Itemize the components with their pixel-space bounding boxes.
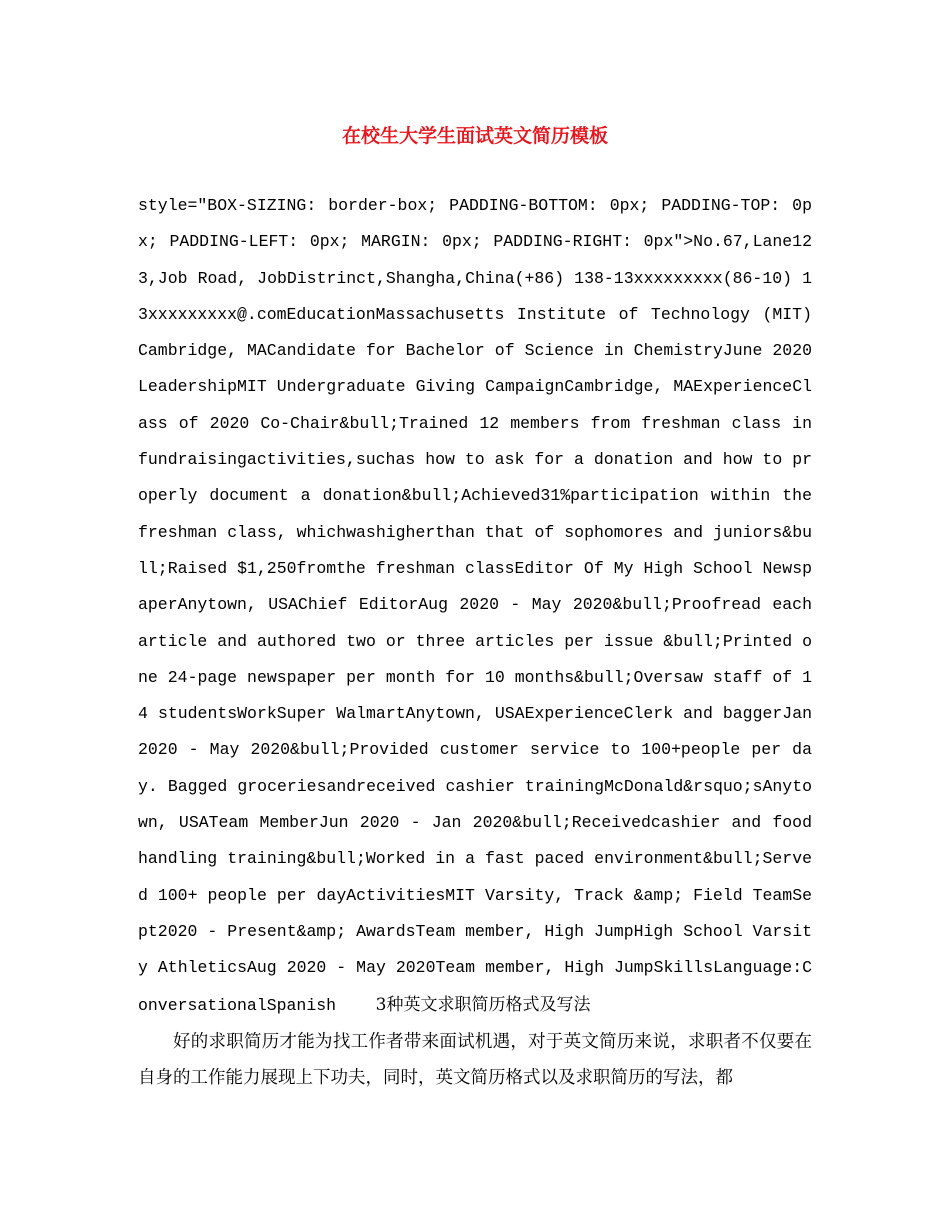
intro-paragraph-cn: 好的求职简历才能为找工作者带来面试机遇，对于英文简历来说，求职者不仅要在自身的工作能力展现上下功夫，同时，英文简历格式以及求职简历的写法，都	[138, 1031, 812, 1089]
resume-body	[138, 188, 812, 1096]
section-heading-cn: 3种英文求职简历格式及写法	[375, 994, 591, 1015]
resume-text: style="BOX-SIZING: border-box; PADDING-BOTTOM: 0px; PADDING-TOP: 0px; PADDING-LEFT: 0px; MARGIN: 0px; PADDING-RIGHT: 0px">No.67,Lane123,Job Road, JobDistrinct,Shangha,China(+86) 138-13xxxxxxxxx(86-10) 13xxxxxxxxx@.comEducationMassachusetts Institute of Technology (MIT) Cambridge, MACandidate for Bachelor of Science in ChemistryJune 2020LeadershipMIT Undergraduate Giving CampaignCambridge, MAExperienceClass of 2020 Co-Chair&bull;Trained 12 members from freshman class in fundraisingactivities,suchas how to ask for a donation and how to properly document a donation&bull;Achieved31%participation within the freshman class, whichwashigherthan that of sophomores and juniors&bull;Raised $1,250fromthe freshman classEditor Of My High School NewspaperAnytown, USAChief EditorAug 2020 - May 2020&bull;Proofread each article and authored two or three articles per issue &bull;Printed one 24-page newspaper per month for 10 months&bull;Oversaw staff of 14 studentsWorkSuper WalmartAnytown, USAExperienceClerk and baggerJan 2020 - May 2020&bull;Provided customer service to 100+people per day. Bagged groceriesandreceived cashier trainingMcDonald&rsquo;sAnytown, USATeam MemberJun 2020 - Jan 2020&bull;Receivedcashier and food handling training&bull;Worked in a fast paced environment&bull;Served 100+ people per dayActivitiesMIT Varsity, Track &amp; Field TeamSept2020 - Present&amp; AwardsTeam member, High JumpHigh School Varsity AthleticsAug 2020 - May 2020Team member, High JumpSkillsLanguage:ConversationalSpanish	[138, 196, 812, 1015]
document-title: 在校生大学生面试英文简历模板	[341, 125, 608, 147]
